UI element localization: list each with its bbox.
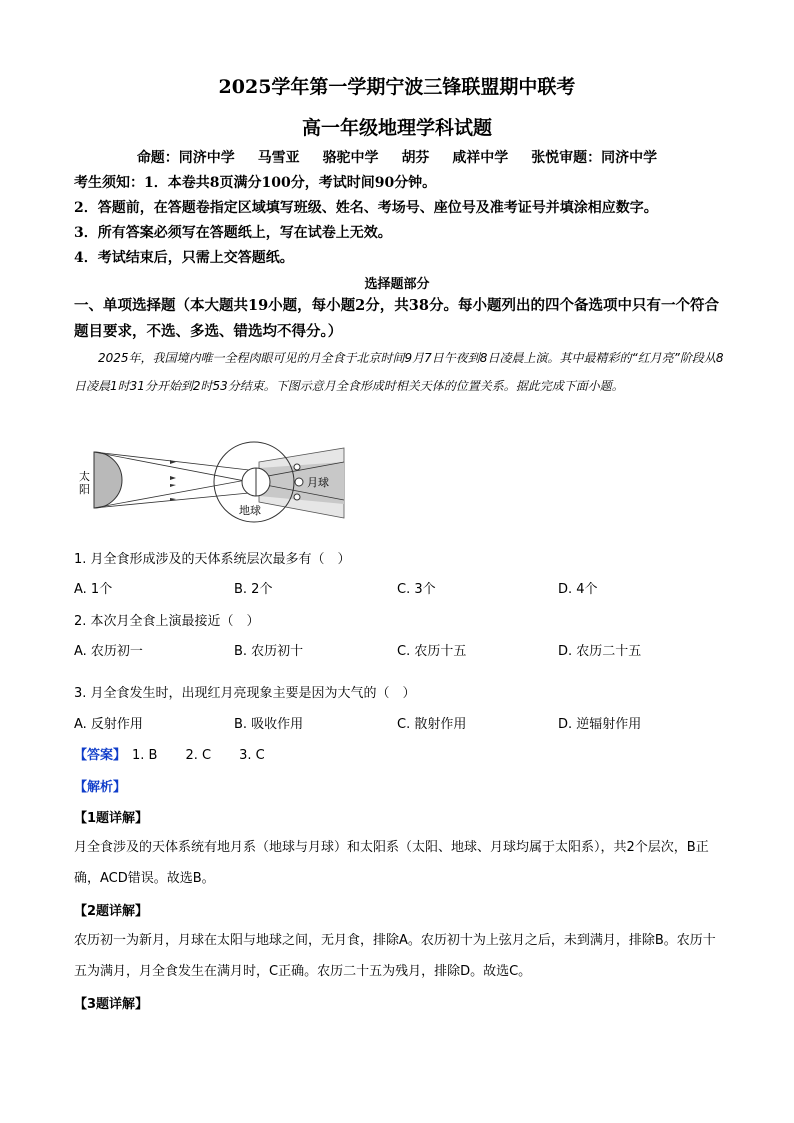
section-instruction: 一、单项选择题（本大题共19小题，每小题2分，共38分。每小题列出的四个备选项中只有一个符合题目要求，不选、多选、错选均不得分。） <box>74 297 719 340</box>
answer-row <box>74 744 287 763</box>
author-3: 骆驼中学 <box>322 150 379 166</box>
author-6: 张悦审题：同济中学 <box>531 150 658 166</box>
question-1-option-d: D. 4个 <box>558 582 598 597</box>
question-context: 2025年，我国境内唯一全程肉眼可见的月全食于北京时间9月7日午夜到8日凌晨上演。其中最精彩的“红月亮”阶段从8日凌晨1时31分开始到2时53分结束。下图示意月全食形成时相关天体的位置关系。据此完成下面小题。 <box>74 351 724 393</box>
moon-position <box>294 464 300 470</box>
detail-2-text: 农历初一为新月，月球在太阳与地球之间，无月食，排除A。农历初十为上弦月之后，未到满月，排除B。农历十五为满月，月全食发生在满月时，C正确。农历二十五为残月，排除D。故选C。 <box>74 933 716 979</box>
notice-1: 考生须知：1．本卷共8页满分100分，考试时间90分钟。 <box>74 175 437 191</box>
author-4: 胡芬 <box>401 150 430 166</box>
question-1-option-a: A. 1个 <box>74 582 113 597</box>
analysis-label: 【解析】 <box>74 780 127 795</box>
question-3-option-d: D. 逆辐射作用 <box>558 717 642 732</box>
question-1-stem: 1. 月全食形成涉及的天体系统层次最多有（ ） <box>74 552 351 567</box>
question-3-option-c: C. 散射作用 <box>397 717 467 732</box>
question-2-option-c: C. 农历十五 <box>397 644 467 659</box>
notice-2: 2．答题前，在答题卷指定区域填写班级、姓名、考场号、座位号及准考证号并填涂相应数字。 <box>74 200 658 216</box>
exam-subtitle: 高一年级地理学科试题 <box>301 117 492 139</box>
detail-1-label: 【1题详解】 <box>74 811 149 826</box>
section-title: 选择题部分 <box>364 277 430 292</box>
question-2-option-b: B. 农历初十 <box>234 644 304 659</box>
arrow-head <box>170 476 176 480</box>
answer-2: 2. C <box>185 748 212 763</box>
moon-position <box>295 478 303 486</box>
question-1-option-c: C. 3个 <box>397 582 436 597</box>
author-2: 马雪亚 <box>257 150 300 166</box>
question-1-option-b: B. 2个 <box>234 582 273 597</box>
detail-1-text: 月全食涉及的天体系统有地月系（地球与月球）和太阳系（太阳、地球、月球均属于太阳系），共2个层次，B正确，ACD错误。故选B。 <box>74 840 709 886</box>
question-2-option-d: D. 农历二十五 <box>558 644 642 659</box>
moon-position <box>294 494 300 500</box>
author-1: 命题：同济中学 <box>136 150 235 166</box>
notice-3: 3．所有答案必须写在答题纸上，写在试卷上无效。 <box>74 225 392 241</box>
sun-label <box>79 469 94 496</box>
question-2-option-a: A. 农历初一 <box>74 644 143 659</box>
question-3-option-b: B. 吸收作用 <box>234 717 304 732</box>
author-5: 咸祥中学 <box>452 150 509 166</box>
earth-label: 地球 <box>239 504 261 517</box>
moon-label: 月球 <box>307 476 329 489</box>
arrow-head <box>170 484 176 487</box>
detail-3-label: 【3题详解】 <box>74 997 149 1012</box>
notice-4: 4．考试结束后，只需上交答题纸。 <box>74 250 294 266</box>
sun-label-line1: 太 <box>79 470 90 483</box>
answer-1: 1. B <box>132 748 158 763</box>
answer-3: 3. C <box>239 748 265 763</box>
authors-line <box>0 147 794 167</box>
question-3-stem: 3. 月全食发生时，出现红月亮现象主要是因为大气的（ ） <box>74 686 416 701</box>
answer-label: 【答案】 <box>74 748 127 763</box>
detail-2-label: 【2题详解】 <box>74 904 149 919</box>
question-3-option-a: A. 反射作用 <box>74 717 143 732</box>
sun-label-line2: 阳 <box>79 483 90 496</box>
sun-shape <box>94 452 122 508</box>
exam-title: 2025学年第一学期宁波三锋联盟期中联考 <box>218 76 576 98</box>
lunar-eclipse-diagram <box>74 440 364 525</box>
arrow-head <box>170 460 176 464</box>
question-2-stem: 2. 本次月全食上演最接近（ ） <box>74 614 260 629</box>
